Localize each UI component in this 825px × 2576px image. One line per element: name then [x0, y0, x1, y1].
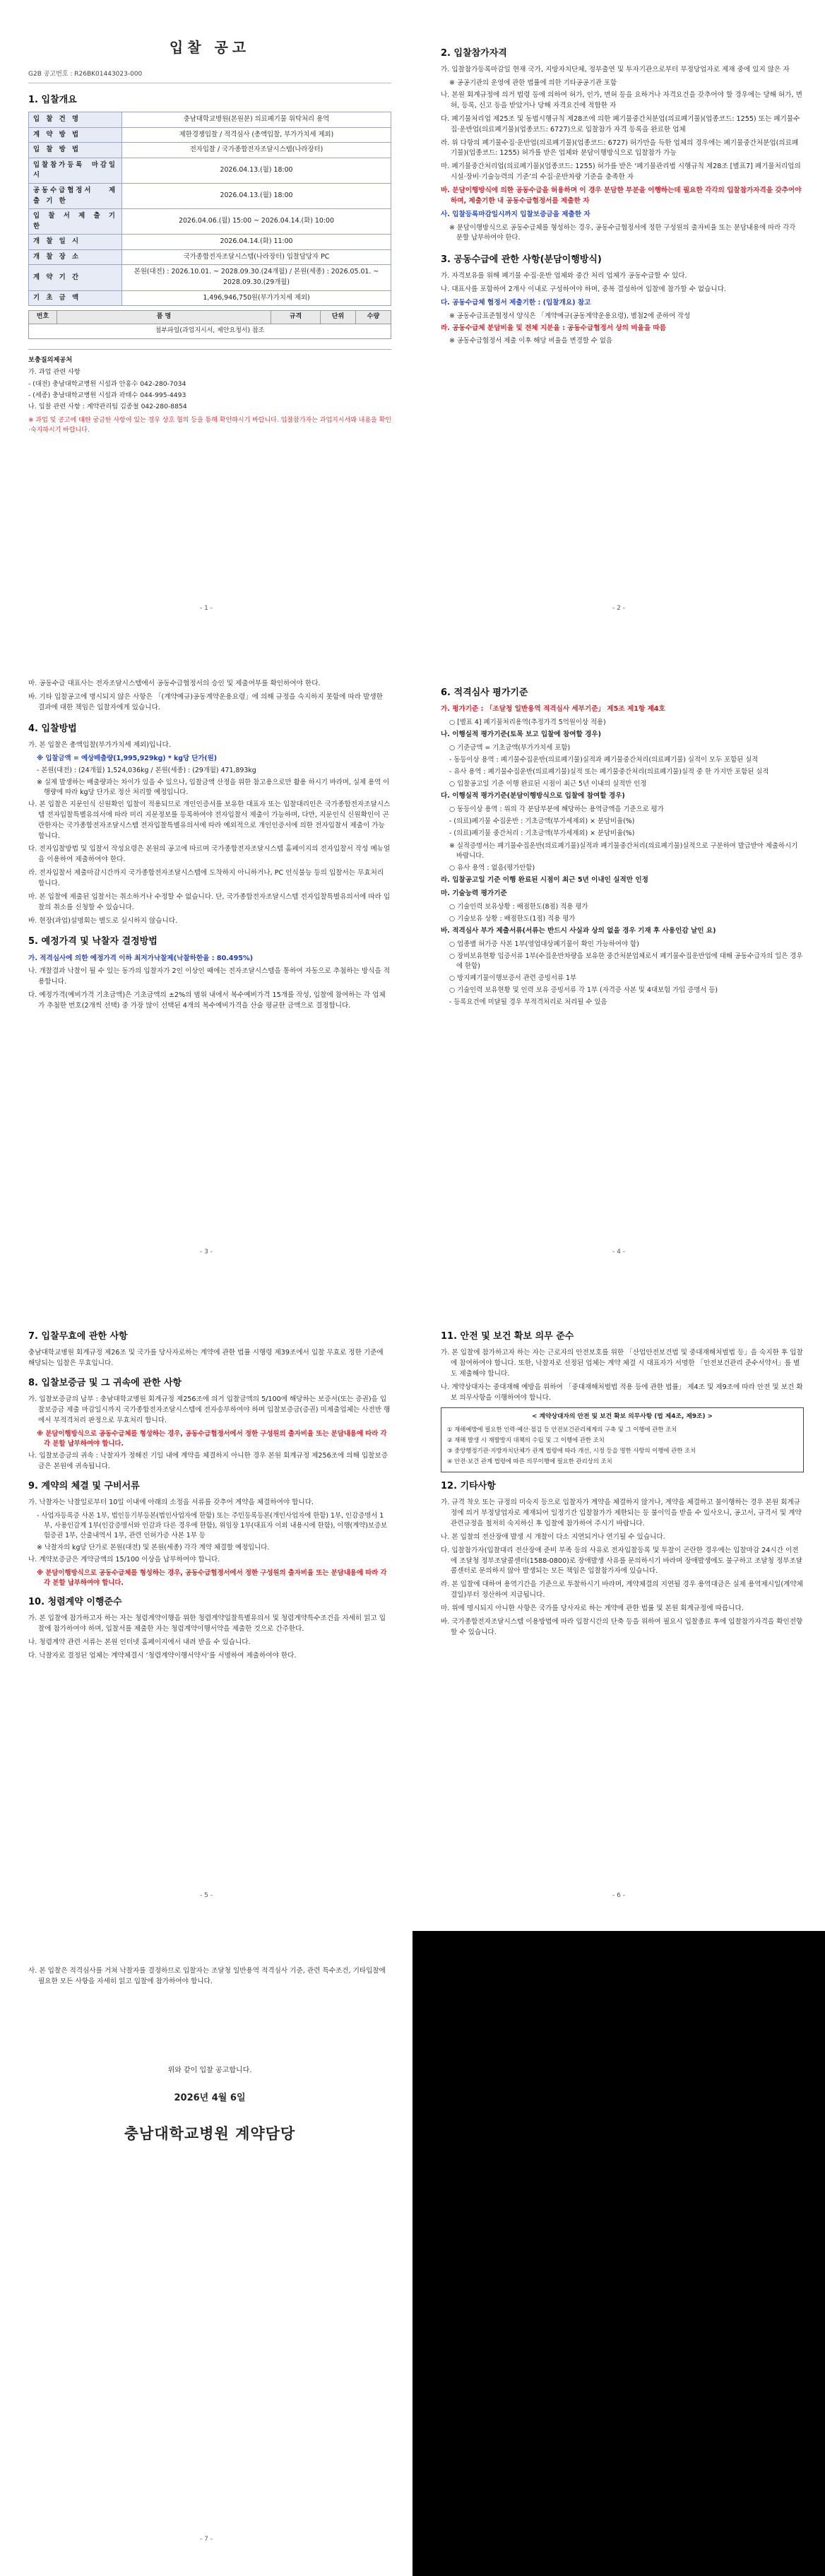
overview-label: 기 초 금 액	[29, 290, 122, 306]
clause: ※ 낙찰자의 kg당 단가로 본원(대전) 및 본원(세종) 각각 계약 체결할 예정입니다.	[37, 1543, 270, 1552]
overview-row	[29, 143, 391, 158]
clause: ○ 동등이상 용역 : 위의 각 분담부분에 해당하는 용역금액을 기준으로 평가	[449, 805, 664, 814]
contact-title: 보충질의제공처	[28, 356, 73, 365]
overview-row	[29, 235, 391, 250]
clause: ○ 기술인력 보유현황 및 인력 보유 증빙서류 각 1부 (자격증 사본 및 4대보험 가입 증명서 등)	[449, 986, 718, 995]
clause: 가. 본 입찰에 참가하고자 하는 자는 청렴계약이행을 위한 청렴계약입찰특별유의서 및 청렴계약특수조건을 자세히 읽고 입찰에 참가하여야 하며, 입찰서를 제출한 자는 청렴계약이행서약을 제출한 것으로 간주한다.	[28, 1614, 386, 1633]
page-number: - 2 -	[612, 605, 625, 613]
overview-value: 국가종합전자조달시스템(나라장터) 입찰담당자 PC	[122, 249, 391, 265]
clause: 가. 본 입찰은 총액입찰(부가가치세 제외)입니다.	[28, 740, 171, 749]
clause: - 등록요건에 미달될 경우 부적격처리로 처리될 수 있음	[449, 998, 607, 1007]
clause: 나. 개찰결과 낙찰이 될 수 있는 동가의 입찰자가 2인 이상인 때에는 전자조달시스템을 통하여 자동으로 추첨하는 방식을 적용합니다.	[28, 967, 391, 986]
closing-date: 2026년 4월 6일	[174, 2093, 246, 2104]
page-number: - 7 -	[200, 2536, 213, 2543]
clause-text: 다. 폐기물처리업 제25조 및 동법시행규칙 제28조에 의한 폐기물중간처분업(의료폐기물)(업종코드: 1255) 또는 폐기물수집·운반업(의료폐기물)(업종코드: 6727)으로 입찰참가 자격 등록을 완료한 업체	[441, 114, 800, 134]
clause: 라. 공동수급체 분담비율 및 전체 지분율 : 공동수급협정서 상의 비율을 따름	[441, 324, 666, 332]
overview-label: 입 찰 방 법	[29, 143, 122, 158]
safety-line: ② 재해 발생 시 재발방지 대책의 수립 및 그 이행에 관한 조치	[447, 1436, 605, 1444]
overview-label: 계 약 방 법	[29, 127, 122, 143]
clause: ○ 기술인력 보유상황 : 배점한도(8점) 적용 평가	[449, 902, 588, 911]
items-header: 수량	[356, 311, 391, 324]
page-7	[0, 1931, 412, 2575]
contact-line: - (대전) 충남대학교병원 시설과 안홍수 042-280-7034	[28, 379, 186, 388]
page-number: - 4 -	[612, 1248, 625, 1256]
clause: 충남대학교병원 회계규정 제26조 및 국가를 당사자로하는 계약에 관한 법률 시행령 제39조에서 입찰 무효로 정한 기준에 해당되는 입찰은 무효입니다.	[28, 1349, 384, 1367]
closing-block	[28, 2065, 391, 2146]
clause: ○ 유사 용역 : 없음(평가안함)	[449, 863, 535, 872]
overview-row	[29, 112, 391, 128]
overview-label: 개 찰 장 소	[29, 249, 122, 265]
clause: 바. 분담이행방식에 의한 공동수급을 허용하며 이 경우 분담한 부분을 이행하는데 필요한 각각의 입찰참가자격을 갖추어야 하며, 제출기한 내 공동수급협정서를 제출한 자	[441, 186, 802, 205]
clause: ※ 실제 발생하는 배출량과는 차이가 있을 수 있으나, 입찰금액 산정을 위한 참고용으로만 활용 하시기 바라며, 실제 용역 이행량에 따라 kg당 단가로 정산 처리할 예정입니다.	[37, 778, 390, 796]
contact-line: - (세종) 충남대학교병원 시설과 곽태수 044-995-4493	[28, 391, 186, 399]
notice-number: G2B 공고번호 : R26BK01443023-000	[28, 70, 391, 83]
clause: 가. 입찰참가등록마감일 현재 국가, 지방자치단체, 정부출연 및 투자기관으로부터 부정당업자로 제재 중에 있지 않은 자	[441, 66, 790, 74]
page-number: - 5 -	[200, 1892, 213, 1900]
clause: 가. 평가기준 : 「조달청 일반용역 적격심사 세부기준」 제5조 제1항 제4호	[441, 705, 665, 714]
document-title: 입찰 공고	[169, 39, 251, 56]
overview-value: 2026.04.13.(월) 18:00	[122, 158, 391, 183]
clause: 나. 계약보증금은 계약금액의 15/100 이상을 납부하여야 합니다.	[28, 1555, 220, 1564]
items-header: 번호	[29, 311, 57, 324]
clause: ○ 장비보유현황 입증서류 1부(수집운반차량을 보유한 중간처분업체로서 폐기물수집운반업에 대해 공동수급자의 일은 경우에 한함)	[449, 952, 803, 970]
clause: 마. 본 입찰에 제출된 입찰서는 취소하거나 수정할 수 없습니다. 단, 국가종합전자조달시스템 전자입찰특별유의서에 따라 입찰의 취소를 신청할 수 있습니다.	[28, 892, 391, 911]
overview-table	[28, 112, 391, 306]
clause: ※ 공동수급협정서 제출 이후 해당 비율을 변경할 수 없음	[449, 337, 612, 345]
overview-value: 전자입찰 / 국가종합전자조달시스템(나라장터)	[122, 143, 391, 158]
overview-value: 2026.04.14.(화) 11:00	[122, 235, 391, 250]
clause: 나. 입찰보증금의 귀속 : 낙찰자가 정해진 기일 내에 계약을 체결하지 아니한 경우 본원 회계규정 제256조에 의해 입찰보증금은 본원에 귀속됩니다.	[28, 1451, 388, 1470]
clause: 마. 공동수급 대표사는 전자조달시스템에서 공동수급협정서의 승인 및 제출여부를 확인하여야 한다.	[28, 680, 321, 687]
clause: 다. 예정가격(예비가격 기초금액)은 기초금액의 ±2%의 범위 내에서 복수예비가격 15개를 작성, 입찰에 참여하는 각 업체가 추첨한 번호(2개씩 선택) 중 가장 많이 선택된 4개의 복수예비가격을 산술 평균한 금액으로 결정합니다.	[28, 991, 386, 1010]
clause: ○ 방지폐기물이행보증서 관련 증빙서류 1부	[449, 974, 577, 983]
clause: ※ 공공기관의 운영에 관한 법률에 의한 기타공공기관 포함	[449, 79, 617, 87]
overview-row	[29, 127, 391, 143]
clause: 라. 입찰공고일 기준 이행 완료된 시점이 최근 5년 이내인 실적만 인정	[441, 875, 648, 884]
clause: 라. 위 다항의 폐기물수집·운반업(의료폐기물)(업종코드: 6727) 허가만을 득한 업체의 경우에는 폐기물중간처분업(의료폐기물)(업종코드: 1255) 허가를 받은 업체와 분담이행방식으로 입찰참가 가능	[441, 138, 799, 158]
items-note: 첨부파일(과업지시서, 제안요청서) 참조	[29, 324, 391, 339]
clause: 가. 낙찰자는 낙찰일로부터 10일 이내에 아래의 소정을 서류를 갖추어 계약을 체결하여야 합니다.	[28, 1498, 314, 1506]
items-header: 품 명	[57, 311, 271, 324]
contact-line: 나. 입찰 관련 사항 : 계약관리팀 김종철 042-280-8854	[28, 403, 187, 411]
clause: - (의료)폐기물 수집운반 : 기초금액(부가세제외) × 분담비율(%)	[449, 817, 635, 826]
clause: ※ 분담이행방식으로 공동수급체를 형성하는 경우, 공동수급협정서에 정한 구성원의 출자비율 또는 분담내용에 따라 각각 분할 납부하여야 한다.	[449, 223, 796, 242]
overview-label: 개 찰 일 시	[29, 235, 122, 250]
overview-label: 입 찰 서 제 출 기 한	[29, 209, 122, 235]
clause: 나. 본원 회계규정에 의거 법령 등에 의하여 허가, 인가, 면허 등을 요하거나 자격요건을 갖추어야 할 경우에는 당해 허가, 면허, 등록, 신고 등을 받았거나 당해 자격요건에 적합한 자	[441, 91, 802, 110]
section-4-title: 4. 입찰방법	[28, 723, 77, 734]
clause: 가. 자격보유를 위해 폐기물 수집·운반 업체와 중간 처리 업체가 공동수급할 수 있다.	[441, 271, 687, 280]
clause: - 동등이상 용역 : 폐기물수집운반(의료폐기물)실적과 폐기물중간처리(의료폐기물) 실적이 모두 포함된 실적	[449, 756, 759, 764]
overview-row	[29, 265, 391, 290]
section-6-title: 6. 적격심사 평가기준	[441, 687, 528, 698]
clause: ○ [별표 4] 폐기물처리용역(추정가격 5억원이상 적용)	[449, 719, 606, 726]
page-5	[0, 1287, 412, 1931]
clause: ※ 입찰금액 = 예상배출량(1,995,929kg) * kg당 단가(원)	[37, 754, 218, 762]
clause: 다. 공동수급체 협정서 제출기한 : (입찰개요) 참고	[441, 298, 591, 307]
section-2-title: 2. 입찰참가자격	[441, 48, 507, 59]
overview-label: 계 약 기 간	[29, 265, 122, 290]
clause: ○ 기술보유 상황 : 배점한도(1점) 적용 평가	[449, 914, 576, 923]
safety-duty-box	[441, 1407, 804, 1472]
clause: ○ 입찰공고일 기준 이행 완료된 시점이 최근 5년 이내의 실적만 인정	[449, 780, 647, 788]
clause: 가. 적격심사에 의한 예정가격 이하 최저가낙찰제(낙찰하한율 : 80.495%)	[28, 954, 253, 962]
page-number: - 1 -	[200, 605, 213, 613]
clause: 나. 본 입찰은 지문인식 신원확인 입찰이 적용되므로 개인인증서를 보유한 대표자 또는 입찰대리인은 국가종합전자조달시스템 전자입찰특별유의서에 따라 미리 지문정보를 등록하여야 전자입찰서 제출이 가능하며, 다만, 지문인식 신원확인이 곤란한자는 국가종합전자조달시스템 전자입찰특별유의서에 따라 예외적으로 개인인증서에 의한 전자입찰서 제출이 가능합니다.	[28, 800, 391, 840]
overview-value: 1,496,946,750원(부가가치세 제외)	[122, 290, 391, 306]
clause: 나. 본 입찰의 전산장애 발생 시 개찰이 다소 지연되거나 연기될 수 있습니다.	[441, 1532, 665, 1541]
page-number: - 6 -	[612, 1892, 625, 1900]
overview-value: 제한경쟁입찰 / 적격심사 (총액입찰, 부가가치세 제외)	[122, 127, 391, 143]
overview-row	[29, 158, 391, 183]
items-header: 단위	[321, 311, 356, 324]
clause: ※ 분담이행방식으로 공동수급체를 형성하는 경우, 공동수급협정서에서 정한 구성원의 출자비율 또는 분담내용에 따라 각각 분할 납부하여야 합니다.	[37, 1568, 387, 1587]
clause: 나. 청렴계약 관련 서류는 본원 인터넷 홈페이지에서 내려 받을 수 있습니다.	[28, 1638, 251, 1646]
clause: 나. 계약상대자는 중대재해 예방을 위하여 「중대재해처벌법 적용 등에 관한 법률」 제4조 및 제9조에 따라 안전 및 보건 확보 의무사항을 이행하여야 합니다.	[441, 1383, 803, 1402]
issuer-name: 충남대학교병원 계약담당	[124, 2125, 296, 2143]
clause: - 유사 용역 : 폐기물수집운반(의료폐기물)실적 또는 폐기물중간처리(의료폐기물)실적 중 한 가지만 포함된 실적	[449, 768, 769, 776]
clause: 사. 입찰등록마감일시까지 입찰보증금을 제출한 자	[441, 210, 590, 218]
clause: 다. 입찰참가자(입찰대리 전산장애 준비 부족 등의 사유로 전자입찰등록 및 투찰이 곤란한 경우에는 입찰마감 24시간 이전에 조달청 정부조달콜센터(1588-0800)로 장애발생 사유를 문의하시기 바라며 장애발생에도 불구하고 조달청 정부조달콜센터로 문의하지 않아 발생되는 모든 책임은 입찰참가자에 있습니다.	[441, 1546, 803, 1576]
clause: 마. 폐기물중간처리업(의료폐기물)(업종코드: 1255) 허가를 받은 ‘폐기물관리법 시행규칙 제28조 [별표7] 폐기물처리업의 시설·장비·기술능력의 기준’의 수집·운반차량 기준을 충족한 자	[441, 163, 801, 182]
safety-line: ④ 안전·보건 관계 법령에 따른 의무이행에 필요한 관리상의 조치	[447, 1458, 612, 1465]
overview-row	[29, 249, 391, 265]
clause: 바. 국가종합전자조달시스템 이용방법에 따라 입찰시간의 단축 등을 위하여 필요시 입찰종료 후에 입찰참가자격을 확인전향할 수 있습니다.	[441, 1617, 803, 1636]
overview-value: 충남대학교병원(본원분) 의료폐기물 위탁처리 용역	[122, 112, 391, 128]
clause: - 본원(대전) : (24개월) 1,524,036kg / 본원(세종) : (29개월) 471,893kg	[37, 766, 256, 774]
clause: 바. 기타 입찰공고에 명시되지 않은 사항은 「(계약예규)공동계약운용요령」에 의해 규정을 숙지하지 못함에 따라 발생한 결과에 대한 책임은 입찰자에게 있습니다.	[28, 692, 383, 711]
clause: ※ 분담이행방식으로 공동수급체를 형성하는 경우, 공동수급협정서에서 정한 구성원의 출자비율 또는 분담내용에 따라 각각 분할 납부하여야 합니다.	[37, 1429, 387, 1448]
section-8-title: 8. 입찰보증금 및 그 귀속에 관한 사항	[28, 1377, 182, 1388]
empty-black-area	[412, 1931, 825, 2576]
overview-row	[29, 290, 391, 306]
section-12-title: 12. 기타사항	[441, 1481, 496, 1492]
overview-value: 2026.04.13.(월) 18:00	[122, 183, 391, 208]
clause	[441, 114, 804, 136]
clause: ○ 업종별 허가증 사본 1부(영업대상폐기물이 확인 가능하여야 함)	[449, 940, 639, 948]
overview-label: 공동수급협정서 제 출 기 한	[29, 183, 122, 208]
clause: 다. 이행실적 평가기준(분담이행방식으로 입찰에 참여할 경우)	[441, 792, 625, 800]
overview-row	[29, 183, 391, 208]
clause: 다. 낙찰자로 결정된 업체는 계약체결시 ‘청렴계약이행서약서’를 서명하여 제출하여야 한다.	[28, 1651, 297, 1660]
page-6	[412, 1287, 825, 1931]
closing-statement: 위와 같이 입찰 공고합니다.	[167, 2066, 252, 2074]
section-3-title: 3. 공동수급에 관한 사항(분담이행방식)	[441, 254, 602, 265]
items-header: 규격	[271, 311, 321, 324]
clause: ※ 공동수급표준협정서 양식은 「계약예규(공동계약운용요령), 별첨2에 준하여 작성	[449, 312, 691, 320]
clause: 바. 적격심사 부가 제출서류(서류는 반드시 사실과 상의 없을 경우 기재 후 사용인감 날인 요)	[441, 926, 716, 935]
clause: 나. 대표사를 포함하여 2개사 이내로 구성하여야 하며, 중복 결성하여 입찰에 참가할 수 없습니다.	[441, 285, 727, 293]
overview-value: 본원(대전) : 2026.10.01. ~ 2028.09.30.(24개월) / 본원(세종) : 2026.05.01. ~ 2028.09.30.(29개월)	[122, 265, 391, 290]
clause: ○ 기준금액 = 기초금액(부가가치세 포함)	[449, 743, 571, 752]
page-1	[0, 0, 412, 644]
clause: - 사업자등록증 사본 1부, 법인등기부등본(법인사업자에 한함) 또는 주민등록등본(개인사업자에 한함) 1부, 인감증명서 1부, 사용인감계 1부(인감증명서와 인감과 다른 경우에 한함), 위임장 1부(대표자 이외 내용시에 한함), 이행(계약)보증보험증권 1부, 산출내역서 1부, 관련 인허가증 사본 1부 등	[37, 1511, 388, 1540]
contact-box	[28, 349, 391, 435]
clause: 사. 본 입찰은 적격심사를 거쳐 낙찰자를 결정하므로 입찰자는 조달청 일반용역 적격심사 기준, 관련 특수조건, 기타입찰에 필요한 모든 사항을 자세히 읽고 입찰에 참가하여야 합니다.	[28, 1967, 386, 1985]
clause: - (의료)폐기물 중간처리 : 기초금액(부가세제외) × 분담비율(%)	[449, 829, 635, 838]
overview-value: 2026.04.06.(월) 15:00 ~ 2026.04.14.(화) 10:00	[122, 209, 391, 235]
page-2	[412, 0, 825, 644]
section-11-title: 11. 안전 및 보건 확보 의무 준수	[441, 1331, 574, 1342]
clause: 바. 현장(과업)설명회는 별도로 실시하지 않습니다.	[28, 916, 178, 925]
section-7-title: 7. 입찰무효에 관한 사항	[28, 1331, 128, 1342]
section-1-title: 1. 입찰개요	[28, 94, 77, 105]
overview-label: 입찰참가등록 마감일시	[29, 158, 122, 183]
clause: 가. 규격 착오 또는 규정의 미숙지 등으로 입찰자가 계약을 체결하지 않거나, 계약을 체결하고 불이행하는 경우 본원 회계규정에 의거 부정당업자로 제재되어 일정기간 입찰참가가 제한되는 등 불이익을 받을 수 있사오니, 공고서, 규격서 및 계약관련규정을 철저히 숙지하신 후 입찰에 참가하여 주시기 바랍니다.	[441, 1499, 802, 1528]
clause: 마. 기술능력 평가기준	[441, 889, 507, 897]
clause: 마. 위에 명시되지 아니한 사항은 국가를 당사자로 하는 계약에 관한 법률 및 본원 회계규정에 따릅니다.	[441, 1605, 744, 1612]
page-3	[0, 644, 412, 1287]
section-9-title: 9. 계약의 체결 및 구비서류	[28, 1480, 140, 1491]
clause: 다. 전자입찰방법 및 입찰서 작성요령은 본원의 공고에 따르며 국가종합전자조달시스템 홈페이지의 전자입찰서 작성 메뉴얼을 이용하여 제출하여야 한다.	[28, 845, 391, 864]
clause: 라. 전자입찰서 제출마감시간까지 국가종합전자조달시스템에 도착하지 아니하거나, PC 인식불능 등의 입찰서는 무효처리 합니다.	[28, 869, 384, 888]
clause: ※ 실적증명서는 폐기물수집운반(의료폐기물)실적과 폐기물중간처리(의료폐기물)실적으로 구분하여 발급받아 제출하시기 바랍니다.	[449, 841, 798, 860]
overview-row	[29, 209, 391, 235]
contact-line: 가. 과업 관련 사항	[28, 368, 81, 377]
section-5-title: 5. 예정가격 및 낙찰자 결정방법	[28, 936, 158, 947]
section-10-title: 10. 청렴계약 이행준수	[28, 1597, 122, 1608]
overview-label: 입 찰 건 명	[29, 112, 122, 128]
clause: 라. 본 입찰에 대하여 용역기간을 기준으로 투찰하시기 바라며, 계약체결의 지연될 경우 용역대금은 실제 용역제시일(계약체결일)부터 정산하여 지급됩니다.	[441, 1581, 803, 1600]
clause: 나. 이행실적 평가기준(토목 보고 입찰에 참여할 경우)	[441, 731, 602, 739]
safety-line: ③ 중앙행정기관·지방자치단체가 관계 법령에 따라 개선, 시정 등을 명한 사항의 이행에 관한 조치	[447, 1447, 696, 1455]
safety-line: ① 재해예방에 필요한 인력·예산·점검 등 안전보건관리체계의 구축 및 그 이행에 관한 조치	[447, 1426, 677, 1434]
red-notice: ※ 과업 및 공고에 대한 궁금한 사항이 있는 경우 상호 협의 등을 통해 확인하시기 바랍니다. 입찰참가자는 과업지시서와 내용을 확인·숙지하시기 바랍니다.	[28, 417, 391, 434]
safety-box-title: < 계약상대자의 안전 및 보건 확보 의무사항 (법 제4조, 제9조) >	[532, 1413, 713, 1421]
clause: 가. 본 입찰에 참가하고자 하는 자는 근로자의 안전보호를 위한 「산업안전보건법 및 중대재해처벌법 등」을 숙지한 후 입찰에 참여하여야 합니다. 또한, 낙찰자로 선정된 업체는 계약 체결 시 대표자가 서명한 「안전보건관리 준수서약서」를 별도 제출해야 합니다.	[441, 1349, 803, 1378]
clause: 가. 입찰보증금의 납부 : 충남대학교병원 회계규정 제256조에 의거 입찰금액의 5/100에 해당하는 보증서(또는 증권)을 입찰보증금 제출 마감일시까지 국가종합전자조달시스템에 전자송부하여야 하며 입찰보증금(증권) 미제출업체는 사전반 행에서 부적격처리 판정으로 무효처리 합니다.	[28, 1395, 391, 1424]
page-number: - 3 -	[200, 1248, 213, 1256]
page-4	[412, 644, 825, 1287]
items-table	[28, 310, 391, 339]
